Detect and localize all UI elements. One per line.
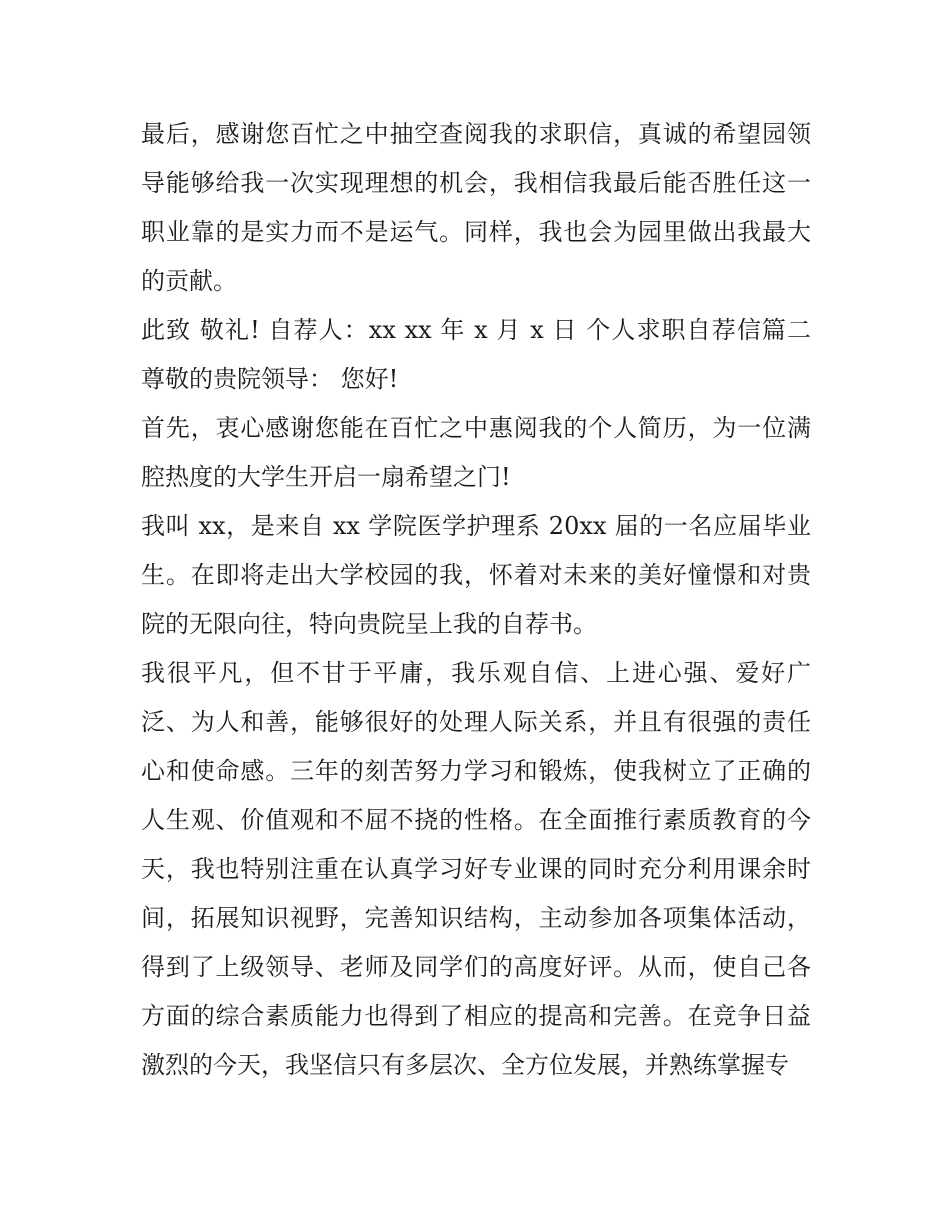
paragraph-opening-thanks: 首先，衷心感谢您能在百忙之中惠阅我的个人简历，为一位满腔热度的大学生开启一扇希望之门! xyxy=(141,414,811,491)
paragraph-personal-qualities: 我很平凡，但不甘于平庸，我乐观自信、上进心强、爱好广泛、为人和善，能够很好的处理人际关系，并且有很强的责任心和使命感。三年的刻苦努力学习和锻炼，使我树立了正确的人生观、价值观和不屈不挠的性格。在全面推行素质教育的今天，我也特别注重在认真学习好专业课的同时充分利用课余时间，拓展知识视野，完善知识结构，主动参加各项集体活动，得到了上级领导、老师及同学们的高度好评。从而，使自己各方面的综合素质能力也得到了相应的提高和完善。在竞争日益激烈的今天，我坚信只有多层次、全方位发展，并熟练掌握专 xyxy=(141,659,811,1079)
paragraph-self-introduction: 我叫 xx，是来自 xx 学院医学护理系 20xx 届的一名应届毕业生。在即将走出大学校园的我，怀着对未来的美好憧憬和对贵院的无限向往，特向贵院呈上我的自荐书。 xyxy=(141,512,811,638)
paragraph-closing-thanks: 最后，感谢您百忙之中抽空查阅我的求职信，真诚的希望园领导能够给我一次实现理想的机会，我相信我最后能否胜任这一职业靠的是实力而不是运气。同样，我也会为园里做出我最大的贡献。 xyxy=(141,120,811,295)
paragraph-signoff-and-salutation: 此致 敬礼! 自荐人：xx xx 年 x 月 x 日 个人求职自荐信篇二 尊敬的贵院领导： 您好! xyxy=(141,316,811,393)
document-body xyxy=(141,110,811,1090)
